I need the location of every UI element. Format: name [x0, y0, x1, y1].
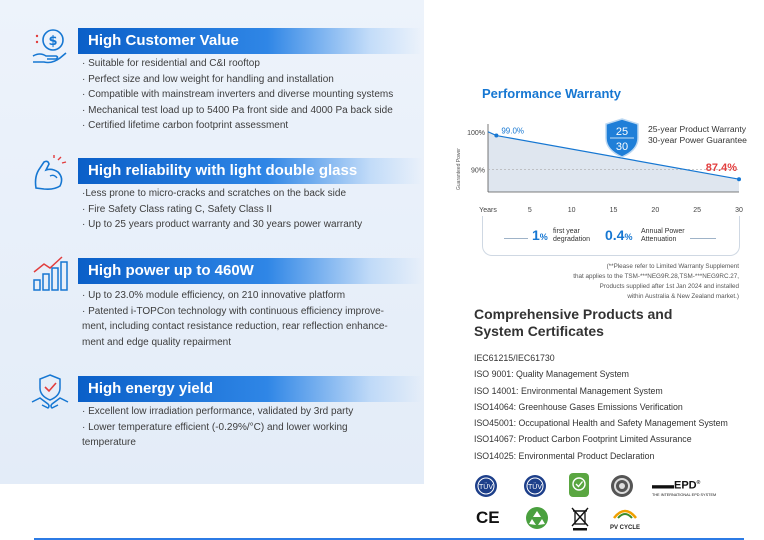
shield-bottom-number: 30 [615, 141, 629, 153]
bullet: · Compatible with mainstream inverters and diverse mounting systems [82, 89, 394, 101]
hand-dollar-icon [30, 26, 70, 66]
tuv-logo-icon [474, 474, 498, 498]
weee-bin-icon [570, 505, 590, 531]
certificates-title: Comprehensive Products and System Certificates [474, 306, 673, 339]
first-year-degradation-value: 1% [532, 227, 548, 243]
svg-text:TÜV: TÜV [479, 484, 493, 491]
bullet-list [82, 56, 417, 134]
bullet: ·Less prone to micro-cracks and scratches on the back side [82, 188, 347, 199]
annual-attenuation-value: 0.4% [605, 227, 633, 243]
bullet: · Mechanical test load up to 5400 Pa front side and 4000 Pa back side [82, 104, 393, 116]
x-tick-label: 10 [567, 207, 576, 214]
data-point [737, 177, 741, 181]
data-point [494, 134, 498, 138]
x-tick-label: 15 [609, 207, 618, 214]
first-year-degradation-label: first year degradation [553, 228, 590, 243]
divider [690, 238, 716, 239]
warranty-terms [648, 124, 747, 146]
pv-cycle-icon [608, 506, 642, 520]
y-tick-label: 90% [470, 167, 485, 175]
certificate-item: ISO 14001: Environmental Management System [474, 385, 663, 396]
annual-attenuation-label: Annual Power Attenuation [641, 228, 685, 243]
data-label-final: 87.4% [705, 162, 737, 175]
warranty-footnote: (**Please refer to Limited Warranty Supplement that applies to the TSM-***NEG9R.28,TSM-***NEG9RC.27, Products supplied after 1st Jan 2024 and installed within Australia & New Zealand market.) [573, 263, 739, 300]
bullet: · Up to 25 years product warranty and 30 years power warranty [82, 219, 363, 231]
svg-text:$: $ [48, 34, 58, 49]
power-guarantee-text: 30-year Power Guarantee [648, 135, 747, 145]
epd-logo: ▬▬EPD® THE INTERNATIONAL EPD SYSTEM [652, 479, 717, 497]
recycle-icon [525, 506, 549, 530]
certificate-item: ISO14025: Environmental Product Declaration [474, 450, 655, 461]
svg-text:TÜV: TÜV [528, 484, 542, 491]
bullet: ment, including contact resistance reduction, rear reflection enhance- [82, 321, 388, 333]
bullet: · Suitable for residential and C&I rooftop [82, 58, 260, 69]
bullet-list [82, 186, 417, 233]
ce-mark: CE [476, 508, 500, 527]
pv-cycle-logo: PV CYCLE [608, 506, 642, 531]
warranty-shield-icon [604, 118, 640, 158]
x-tick-label: 20 [651, 207, 660, 214]
bullet-list [82, 288, 417, 350]
bullet: · Perfect size and low weight for handling and installation [82, 73, 334, 85]
bullet: · Lower temperature efficient (-0.29%/°C) and lower working [82, 421, 348, 433]
data-label: 99.0% [501, 126, 525, 136]
section-title: High energy yield [78, 376, 422, 402]
x-tick-label: 25 [693, 207, 702, 214]
power-bars-icon [30, 254, 70, 294]
bullet: · Up to 23.0% module efficiency, on 210 innovative platform [82, 290, 346, 301]
section-title: High power up to 460W [78, 258, 422, 284]
certificate-item: IEC61215/IEC61730 [474, 353, 555, 363]
certificate-item: ISO14064: Greenhouse Gases Emissions Verification [474, 401, 683, 412]
x-tick-label: 30 [735, 207, 743, 214]
y-axis-label: Guaranteed Power [456, 148, 462, 190]
bullet: temperature [82, 437, 136, 449]
carbon-label-icon [568, 472, 590, 498]
certificate-item: ISO14067: Product Carbon Footprint Limited Assurance [474, 434, 692, 445]
certificate-item: ISO 9001: Quality Management System [474, 369, 629, 380]
bullet: · Patented i-TOPCon technology with continuous efficiency improve- [82, 305, 385, 317]
y-tick-label: 100% [467, 129, 485, 137]
section-title: High Customer Value [78, 28, 422, 54]
x-tick-label: Years [479, 207, 497, 214]
certificate-item: ISO45001: Occupational Health and Safety Management System [474, 418, 728, 429]
certificates-list [474, 350, 728, 464]
bullet: · Fire Safety Class rating C, Safety Class II [82, 203, 273, 215]
handshake-shield-icon [30, 372, 70, 412]
product-warranty-text: 25-year Product Warranty [648, 124, 747, 134]
bullet: · Excellent low irradiation performance, validated by 3rd party [82, 406, 354, 417]
shield-top-number: 25 [615, 126, 629, 138]
x-tick-label: 5 [527, 207, 532, 214]
bullet: ment and edge quality repairment [82, 336, 231, 348]
tuv-logo-icon [523, 474, 547, 498]
performance-warranty-title: Performance Warranty [482, 86, 621, 101]
divider [504, 238, 528, 239]
bullet: · Certified lifetime carbon footprint assessment [82, 120, 289, 132]
bullet-list [82, 404, 417, 451]
certification-seal-icon [610, 474, 634, 498]
section-title: High reliability with light double glass [78, 158, 422, 184]
flexed-arm-icon [30, 154, 70, 194]
